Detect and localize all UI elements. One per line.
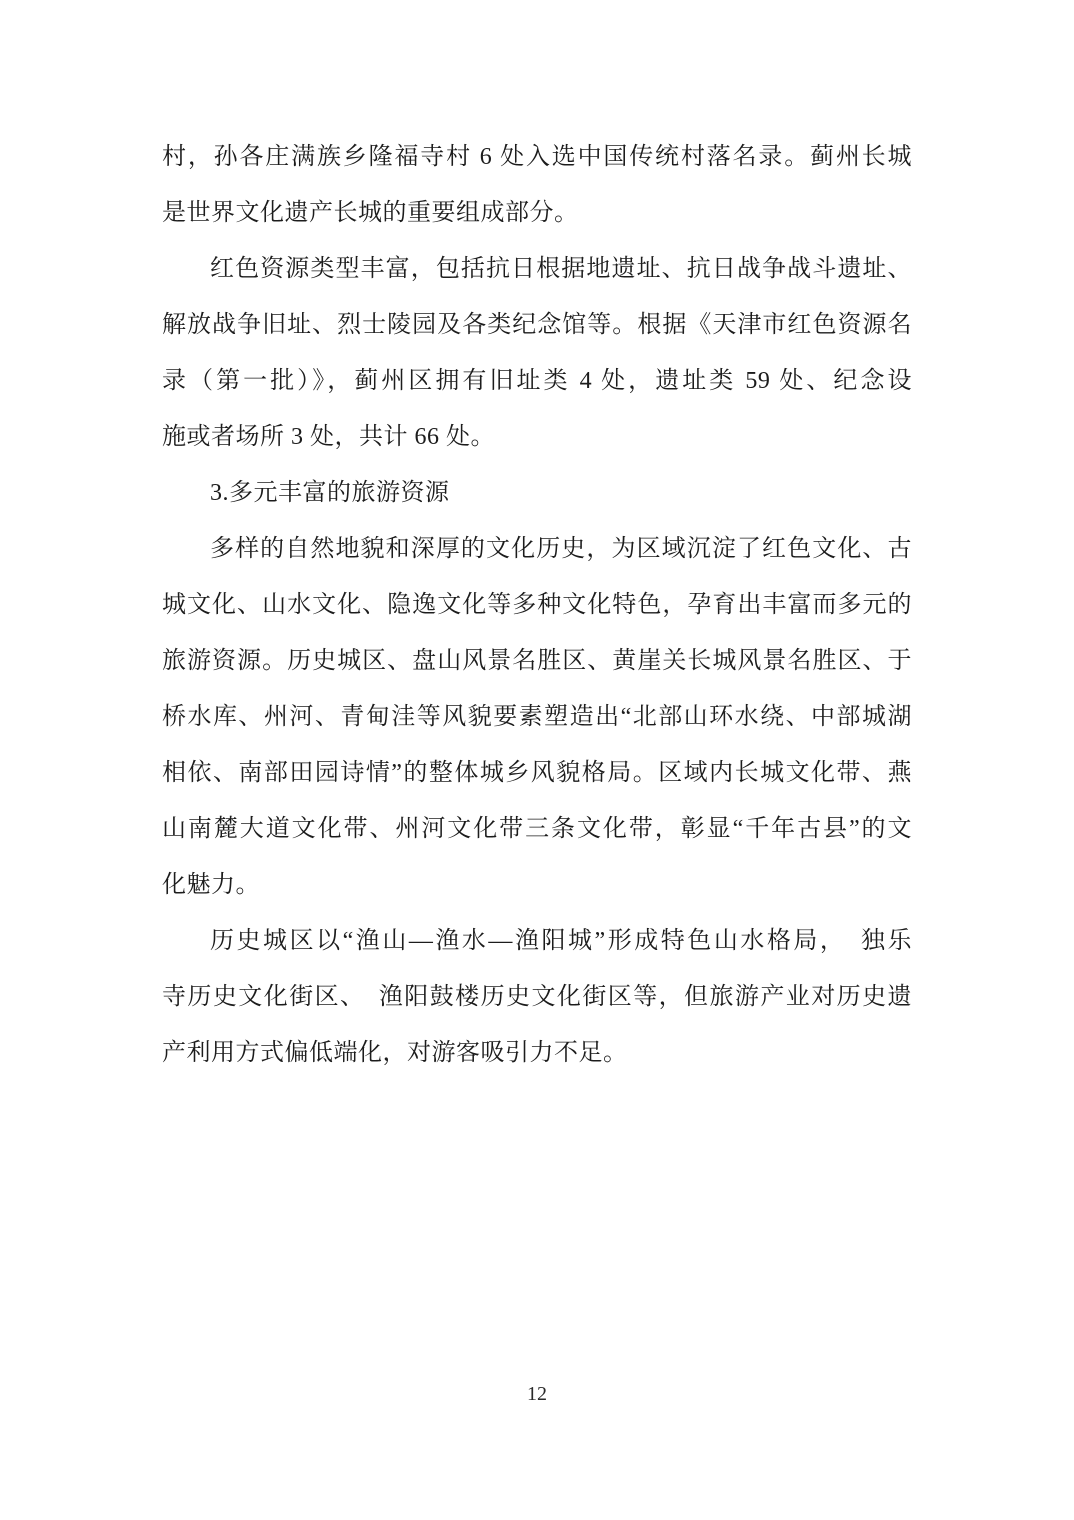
text-line: 村，孙各庄满族乡隆福寺村 6 处入选中国传统村落名录。蓟州长城 bbox=[162, 144, 912, 170]
paragraph bbox=[162, 241, 912, 465]
page-number: 12 bbox=[527, 1383, 547, 1405]
paragraph bbox=[162, 129, 912, 241]
paragraph bbox=[162, 913, 912, 1081]
text-line: 桥水库、州河、青甸洼等风貌要素塑造出“北部山环水绕、中部城湖 bbox=[162, 704, 912, 730]
text-line: 城文化、山水文化、隐逸文化等多种文化特色，孕育出丰富而多元的 bbox=[162, 592, 912, 618]
paragraph bbox=[162, 521, 912, 913]
text-line: 寺历史文化街区、 渔阳鼓楼历史文化街区等，但旅游产业对历史遗 bbox=[162, 984, 912, 1010]
text-line: 山南麓大道文化带、州河文化带三条文化带，彰显“千年古县”的文 bbox=[162, 816, 912, 842]
text-line: 解放战争旧址、烈士陵园及各类纪念馆等。根据《天津市红色资源名 bbox=[162, 312, 912, 338]
text-line: 3.多元丰富的旅游资源 bbox=[210, 480, 450, 506]
text-line: 施或者场所 3 处，共计 66 处。 bbox=[162, 424, 495, 450]
document-body bbox=[162, 129, 912, 1081]
text-line: 多样的自然地貌和深厚的文化历史，为区域沉淀了红色文化、古 bbox=[210, 536, 912, 562]
text-line: 红色资源类型丰富，包括抗日根据地遗址、抗日战争战斗遗址、 bbox=[210, 256, 912, 282]
paragraph bbox=[162, 465, 912, 521]
text-line: 是世界文化遗产长城的重要组成部分。 bbox=[162, 200, 579, 226]
text-line: 化魅力。 bbox=[162, 872, 260, 898]
text-line: 录（第一批）》，蓟州区拥有旧址类 4 处，遗址类 59 处、纪念设 bbox=[162, 368, 912, 394]
text-line: 旅游资源。历史城区、盘山风景名胜区、黄崖关长城风景名胜区、于 bbox=[162, 648, 912, 674]
text-line: 相依、南部田园诗情”的整体城乡风貌格局。区域内长城文化带、燕 bbox=[162, 760, 912, 786]
text-line: 历史城区以“渔山—渔水—渔阳城”形成特色山水格局， 独乐 bbox=[210, 928, 912, 954]
text-line: 产利用方式偏低端化，对游客吸引力不足。 bbox=[162, 1040, 628, 1066]
